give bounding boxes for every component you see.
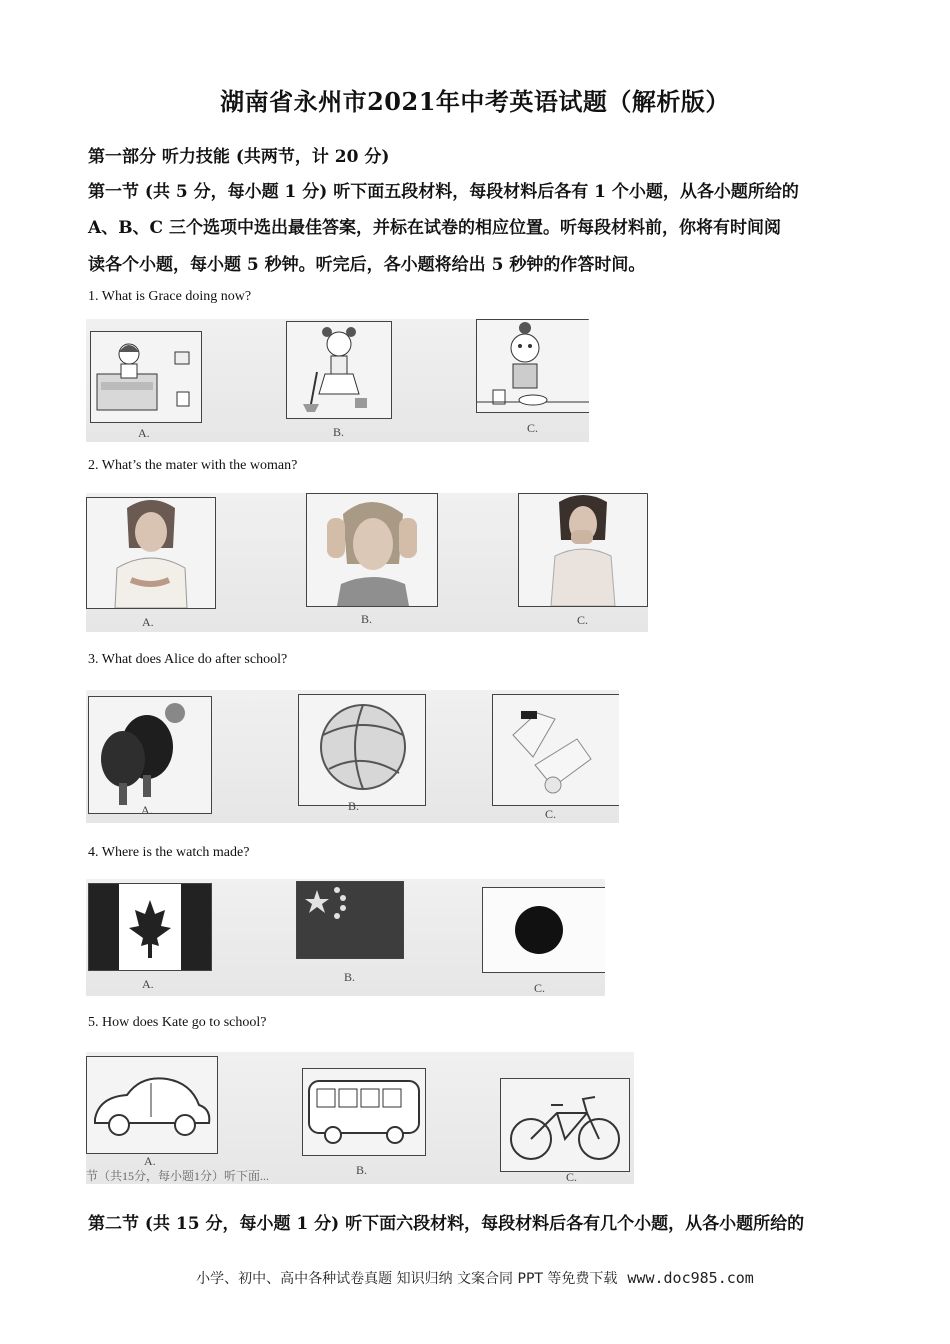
page-footer <box>0 1268 950 1288</box>
canada-flag-icon <box>88 883 212 971</box>
ping-pong-icon <box>88 696 212 814</box>
option-b-label: B. <box>344 970 356 984</box>
girl-washing-icon <box>476 319 589 413</box>
question-3-pictures <box>86 690 619 823</box>
option-c-label: C. <box>534 981 546 995</box>
option-a-label: A. <box>144 1154 156 1168</box>
badminton-icon <box>492 694 619 806</box>
china-flag-icon <box>296 881 404 959</box>
section2-line-1: 第二节 (共 15 分，每小题 1 分) 听下面六段材料，每段材料后各有几个小题，从各小题所给的 <box>88 1214 805 1234</box>
bus-icon <box>302 1068 426 1156</box>
option-b-label: B. <box>333 425 345 439</box>
question-3: 3. What does Alice do after school? <box>88 652 288 667</box>
option-a-label: A. <box>141 803 153 817</box>
option-c-label: C. <box>527 421 539 435</box>
question-2-pictures <box>86 493 648 632</box>
option-b-label: B. <box>348 799 360 813</box>
section1-line-1: 第一节 (共 5 分，每小题 1 分) 听下面五段材料，每段材料后各有 1 个小题，从各小题所给的 <box>88 182 799 202</box>
question-2: 2. What’s the mater with the woman? <box>88 458 298 473</box>
volleyball-icon <box>298 694 426 806</box>
headache-icon <box>306 493 438 607</box>
option-a-label: A. <box>138 426 150 440</box>
stomachache-icon <box>86 497 216 609</box>
question-4-pictures <box>86 879 605 996</box>
option-c-label: C. <box>577 613 589 627</box>
option-c-label: C. <box>566 1170 578 1184</box>
scan-bleed-text: 节（共15分，每小题1分）听下面... <box>86 1169 270 1183</box>
option-a-label: A. <box>142 977 154 991</box>
footer-url-link[interactable]: www.doc985.com <box>627 1269 754 1287</box>
page-title: 湖南省永州市2021年中考英语试题（解析版） <box>220 87 730 116</box>
option-c-label: C. <box>545 807 557 821</box>
section1-line-3: 读各个小题，每小题 5 秒钟。听完后，各小题将给出 5 秒钟的作答时间。 <box>88 255 646 275</box>
part-heading: 第一部分 听力技能 (共两节，计 20 分) <box>88 147 390 167</box>
option-a-label: A. <box>142 615 154 629</box>
toothache-icon <box>518 493 648 607</box>
section1-line-2: A、B、C 三个选项中选出最佳答案，并标在试卷的相应位置。听每段材料前，你将有时间阅 <box>88 218 782 238</box>
girl-cleaning-room-icon <box>90 331 202 423</box>
option-b-label: B. <box>361 612 373 626</box>
footer-text: 小学、初中、高中各种试卷真题 知识归纳 文案合同 PPT 等免费下载 <box>196 1271 618 1287</box>
question-4: 4. Where is the watch made? <box>88 845 250 860</box>
question-5: 5. How does Kate go to school? <box>88 1015 267 1030</box>
question-1: 1. What is Grace doing now? <box>88 289 252 304</box>
question-1-pictures <box>86 319 589 442</box>
question-5-pictures <box>86 1052 634 1184</box>
girl-sweeping-icon <box>286 321 392 419</box>
japan-flag-icon <box>482 887 605 973</box>
car-icon <box>86 1056 218 1154</box>
option-b-label: B. <box>356 1163 368 1177</box>
bicycle-icon <box>500 1078 630 1172</box>
